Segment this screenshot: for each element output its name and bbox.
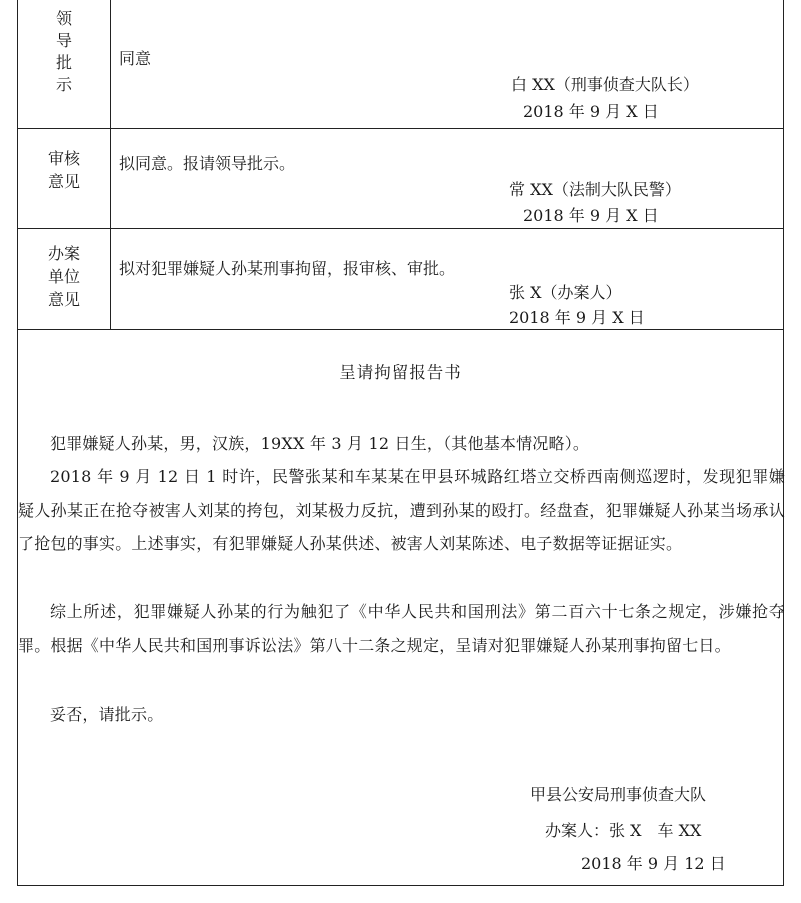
review-opinion: 拟同意。报请领导批示。 xyxy=(119,154,296,173)
handling-unit-row xyxy=(18,228,783,329)
report-paragraph: 综上所述，犯罪嫌疑人孙某的行为触犯了《中华人民共和国刑法》第二百六十七条之规定，涉嫌抢夺罪。根据《中华人民共和国刑事诉讼法》第八十二条之规定，呈请对犯罪嫌疑人孙某刑事拘留七日。 xyxy=(18,602,785,655)
report-paragraph: 妥否，请批示。 xyxy=(50,705,164,724)
detention-report xyxy=(18,329,783,885)
handling-unit-content xyxy=(111,229,783,329)
label-line: 意见 xyxy=(47,172,80,191)
leader-approval-label xyxy=(18,0,111,128)
label-line: 办案 xyxy=(47,244,80,263)
review-date: 2018 年 9 月 X 日 xyxy=(523,206,659,225)
review-label xyxy=(18,129,111,228)
report-date: 2018 年 9 月 12 日 xyxy=(581,854,726,873)
document-form xyxy=(17,0,784,886)
report-organization: 甲县公安局刑事侦查大队 xyxy=(530,785,707,804)
review-signer: 常 XX（法制大队民警） xyxy=(509,180,681,199)
leader-approval-content xyxy=(111,0,783,128)
approval-opinion: 同意 xyxy=(119,49,152,68)
report-paragraph: 犯罪嫌疑人孙某，男，汉族，19XX 年 3 月 12 日生，（其他基本情况略）。 xyxy=(50,434,590,453)
leader-approval-row xyxy=(18,0,783,128)
review-content xyxy=(111,129,783,228)
label-char: 导 xyxy=(55,31,72,50)
label-line: 单位 xyxy=(47,267,80,286)
label-char: 示 xyxy=(55,75,72,94)
report-paragraph: 2018 年 9 月 12 日 1 时许，民警张某和车某某在甲县环城路红塔立交桥西南侧巡逻时，发现犯罪嫌疑人孙某正在抢夺被害人刘某的挎包，刘某极力反抗，遭到孙某的殴打。经盘查，犯罪嫌疑人孙某当场承认了抢包的事实。上述事实，有犯罪嫌疑人孙某供述、被害人刘某陈述、电子数据等证据证实。 xyxy=(18,467,785,553)
label-line: 意见 xyxy=(47,290,80,309)
handling-unit-opinion: 拟对犯罪嫌疑人孙某刑事拘留，报审核、审批。 xyxy=(119,259,456,278)
label-line: 审核 xyxy=(47,149,80,168)
handling-unit-signer: 张 X（办案人） xyxy=(509,283,622,302)
approval-date: 2018 年 9 月 X 日 xyxy=(523,102,659,121)
handling-unit-date: 2018 年 9 月 X 日 xyxy=(509,308,645,327)
label-char: 领 xyxy=(55,9,72,28)
handling-unit-label xyxy=(18,229,111,329)
report-handlers: 办案人：张 X 车 XX xyxy=(545,821,702,840)
approval-signer: 白 XX（刑事侦查大队长） xyxy=(511,75,699,94)
review-opinion-row xyxy=(18,128,783,228)
label-char: 批 xyxy=(55,53,72,72)
report-title: 呈请拘留报告书 xyxy=(339,363,462,382)
